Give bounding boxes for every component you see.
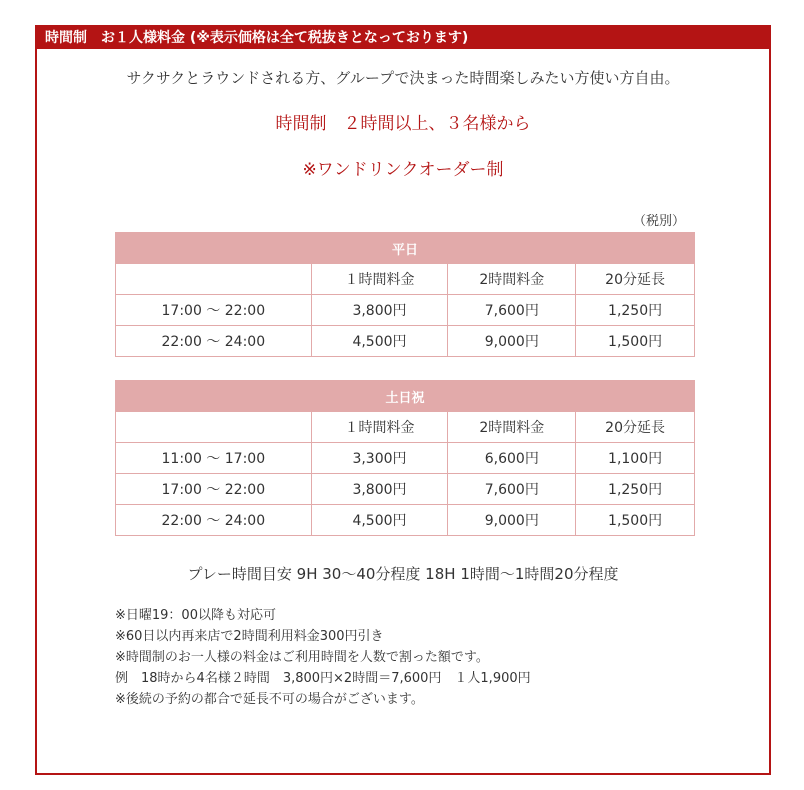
pricing-panel xyxy=(35,25,771,775)
column-header: 20分延長 xyxy=(576,412,695,443)
time-range-cell: 22:00 ～ 24:00 xyxy=(116,505,312,536)
weekday-caption: 平日 xyxy=(116,233,695,264)
price-cell: 1,500円 xyxy=(576,326,695,357)
price-cell: 4,500円 xyxy=(311,505,448,536)
notes-list xyxy=(115,605,531,710)
time-range-cell: 17:00 ～ 22:00 xyxy=(116,474,312,505)
column-header-row xyxy=(116,264,695,295)
note-item: ※後続の予約の都合で延長不可の場合がございます。 xyxy=(115,692,424,707)
tax-note: （税別） xyxy=(632,214,685,229)
table-row xyxy=(116,505,695,536)
weekday-price-table xyxy=(115,232,695,357)
price-cell: 3,800円 xyxy=(311,295,448,326)
price-cell: 3,800円 xyxy=(311,474,448,505)
column-header: １時間料金 xyxy=(311,412,448,443)
note-item: ※時間制のお一人様の料金はご利用時間を人数で割った額です。 xyxy=(115,650,489,665)
column-header xyxy=(116,264,312,295)
column-header: 2時間料金 xyxy=(448,412,576,443)
table-row xyxy=(116,474,695,505)
column-header-row xyxy=(116,412,695,443)
price-cell: 6,600円 xyxy=(448,443,576,474)
price-cell: 3,300円 xyxy=(311,443,448,474)
time-range-cell: 11:00 ～ 17:00 xyxy=(116,443,312,474)
note-item: ※日曜19：00以降も対応可 xyxy=(115,608,276,623)
price-cell: 9,000円 xyxy=(448,505,576,536)
time-system-highlight: 時間制 ２時間以上、３名様から xyxy=(275,114,531,134)
price-cell: 4,500円 xyxy=(311,326,448,357)
price-cell: 9,000円 xyxy=(448,326,576,357)
note-item: 例 18時から4名様２時間 3,800円×2時間＝7,600円 １人1,900円 xyxy=(115,671,531,686)
price-cell: 1,250円 xyxy=(576,474,695,505)
panel-header: 時間制 お１人様料金 (※表示価格は全て税抜きとなっております) xyxy=(37,27,769,49)
price-cell: 1,250円 xyxy=(576,295,695,326)
time-range-cell: 22:00 ～ 24:00 xyxy=(116,326,312,357)
price-cell: 1,100円 xyxy=(576,443,695,474)
note-item: ※60日以内再来店で2時間利用料金300円引き xyxy=(115,629,384,644)
column-header: 2時間料金 xyxy=(448,264,576,295)
table-row xyxy=(116,326,695,357)
column-header xyxy=(116,412,312,443)
time-range-cell: 17:00 ～ 22:00 xyxy=(116,295,312,326)
intro-text: サクサクとラウンドされる方、グループで決まった時間楽しみたい方使い方自由。 xyxy=(126,69,680,87)
one-drink-highlight: ※ワンドリンクオーダー制 xyxy=(302,160,504,180)
column-header: １時間料金 xyxy=(311,264,448,295)
holiday-caption: 土日祝 xyxy=(116,381,695,412)
price-cell: 7,600円 xyxy=(448,474,576,505)
holiday-price-table xyxy=(115,380,695,536)
play-time-estimate: プレー時間目安 9H 30～40分程度 18H 1時間～1時間20分程度 xyxy=(187,565,619,583)
column-header: 20分延長 xyxy=(576,264,695,295)
table-row xyxy=(116,295,695,326)
price-cell: 1,500円 xyxy=(576,505,695,536)
table-row xyxy=(116,443,695,474)
price-cell: 7,600円 xyxy=(448,295,576,326)
